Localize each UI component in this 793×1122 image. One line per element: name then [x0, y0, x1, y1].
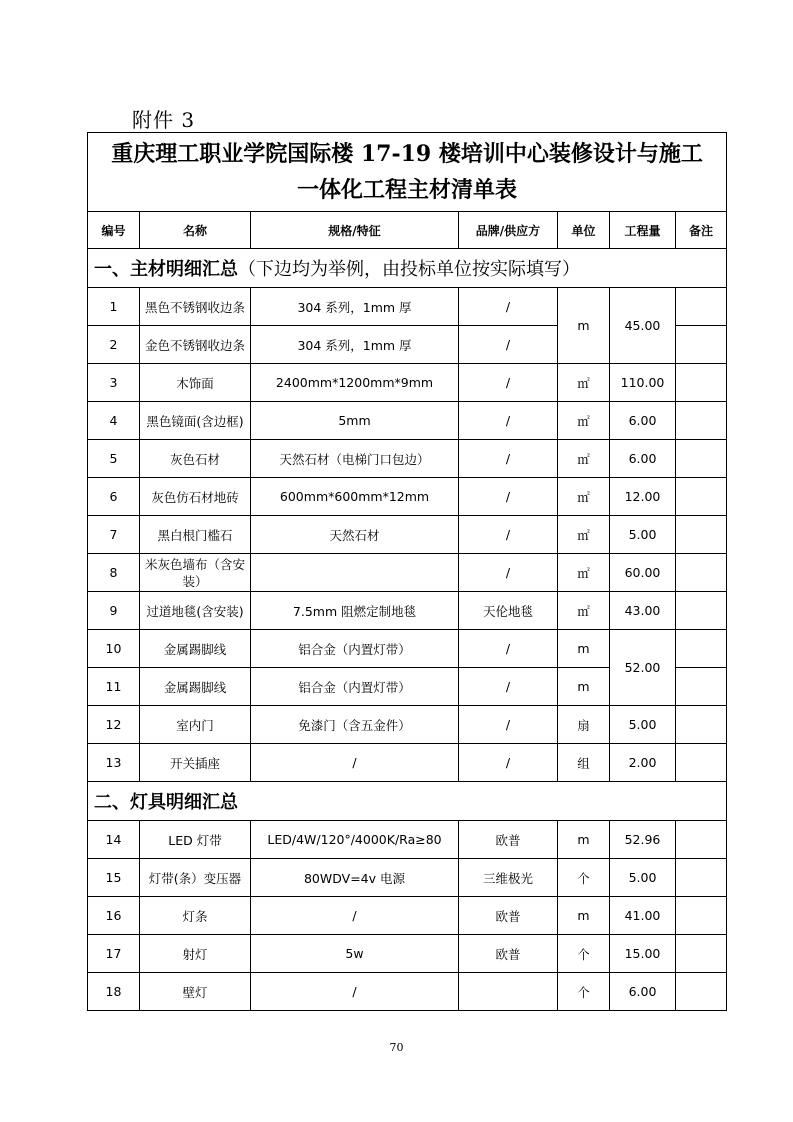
- cell-qty: 45.00: [610, 288, 676, 364]
- cell-brand: /: [459, 706, 558, 744]
- cell-unit: ㎡: [558, 478, 610, 516]
- cell-spec: 铝合金（内置灯带）: [251, 630, 459, 668]
- table-row: [88, 402, 727, 440]
- cell-name: 室内门: [140, 706, 251, 744]
- cell-name: 黑色不锈钢收边条: [140, 288, 251, 326]
- cell-unit: ㎡: [558, 516, 610, 554]
- cell-brand: 天伦地毯: [459, 592, 558, 630]
- cell-remark: [676, 668, 727, 706]
- cell-no: 14: [88, 821, 140, 859]
- cell-unit: m: [558, 668, 610, 706]
- cell-remark: [676, 516, 727, 554]
- header-name: 名称: [140, 212, 251, 249]
- page-number: 70: [389, 1041, 404, 1054]
- cell-remark: [676, 706, 727, 744]
- cell-no: 18: [88, 973, 140, 1011]
- cell-spec: 304 系列，1mm 厚: [251, 326, 459, 364]
- header-qty: 工程量: [610, 212, 676, 249]
- table-title: [88, 133, 727, 212]
- table-row: [88, 630, 727, 668]
- cell-no: 9: [88, 592, 140, 630]
- cell-no: 10: [88, 630, 140, 668]
- cell-remark: [676, 744, 727, 782]
- cell-unit: 扇: [558, 706, 610, 744]
- cell-remark: [676, 326, 727, 364]
- cell-name: 黑白根门槛石: [140, 516, 251, 554]
- cell-unit: m: [558, 288, 610, 364]
- header-row: [88, 212, 727, 249]
- header-remark: 备注: [676, 212, 727, 249]
- cell-name: 灰色石材: [140, 440, 251, 478]
- cell-brand: /: [459, 668, 558, 706]
- table-row: [88, 897, 727, 935]
- cell-no: 8: [88, 554, 140, 592]
- cell-spec: 7.5mm 阻燃定制地毯: [251, 592, 459, 630]
- cell-spec: /: [251, 897, 459, 935]
- cell-name: 灰色仿石材地砖: [140, 478, 251, 516]
- cell-qty: 12.00: [610, 478, 676, 516]
- table-row: [88, 440, 727, 478]
- cell-brand: /: [459, 630, 558, 668]
- cell-remark: [676, 402, 727, 440]
- cell-spec: 5mm: [251, 402, 459, 440]
- cell-remark: [676, 973, 727, 1011]
- cell-unit: ㎡: [558, 402, 610, 440]
- cell-brand: /: [459, 364, 558, 402]
- cell-name: 射灯: [140, 935, 251, 973]
- cell-unit: ㎡: [558, 364, 610, 402]
- section-1-title: 一、主材明细汇总: [94, 259, 238, 280]
- cell-unit: 个: [558, 859, 610, 897]
- header-brand: 品牌/供应方: [459, 212, 558, 249]
- cell-spec: 80WDV=4v 电源: [251, 859, 459, 897]
- cell-no: 16: [88, 897, 140, 935]
- table-row: [88, 364, 727, 402]
- table-row: [88, 821, 727, 859]
- cell-qty: 60.00: [610, 554, 676, 592]
- cell-brand: /: [459, 554, 558, 592]
- cell-qty: 6.00: [610, 440, 676, 478]
- cell-name: 金色不锈钢收边条: [140, 326, 251, 364]
- table-row: [88, 554, 727, 592]
- cell-spec: 600mm*600mm*12mm: [251, 478, 459, 516]
- cell-brand: 欧普: [459, 935, 558, 973]
- header-spec: 规格/特征: [251, 212, 459, 249]
- materials-table: [87, 132, 727, 1011]
- cell-spec: 2400mm*1200mm*9mm: [251, 364, 459, 402]
- cell-no: 6: [88, 478, 140, 516]
- cell-spec: 天然石材: [251, 516, 459, 554]
- cell-name: 金属踢脚线: [140, 630, 251, 668]
- table-row: [88, 516, 727, 554]
- cell-brand: 欧普: [459, 897, 558, 935]
- cell-spec: /: [251, 744, 459, 782]
- cell-remark: [676, 592, 727, 630]
- cell-spec: 天然石材（电梯门口包边）: [251, 440, 459, 478]
- cell-remark: [676, 364, 727, 402]
- cell-name: LED 灯带: [140, 821, 251, 859]
- title-line-2: 一体化工程主材清单表: [297, 177, 518, 203]
- cell-no: 12: [88, 706, 140, 744]
- cell-qty: 5.00: [610, 859, 676, 897]
- section-1-heading: [88, 249, 727, 288]
- cell-remark: [676, 554, 727, 592]
- cell-qty: 52.96: [610, 821, 676, 859]
- cell-brand: /: [459, 326, 558, 364]
- table-row: [88, 478, 727, 516]
- cell-name: 金属踢脚线: [140, 668, 251, 706]
- cell-qty: 41.00: [610, 897, 676, 935]
- cell-unit: m: [558, 897, 610, 935]
- cell-spec: 铝合金（内置灯带）: [251, 668, 459, 706]
- section-2-title: 二、灯具明细汇总: [94, 792, 238, 813]
- cell-unit: ㎡: [558, 592, 610, 630]
- cell-unit: m: [558, 630, 610, 668]
- cell-qty: 2.00: [610, 744, 676, 782]
- table-row: [88, 859, 727, 897]
- cell-no: 5: [88, 440, 140, 478]
- cell-unit: m: [558, 821, 610, 859]
- cell-brand: [459, 973, 558, 1011]
- table-row: [88, 592, 727, 630]
- cell-brand: /: [459, 288, 558, 326]
- cell-qty: 43.00: [610, 592, 676, 630]
- cell-brand: /: [459, 478, 558, 516]
- cell-name: 黑色镜面(含边框): [140, 402, 251, 440]
- cell-name: 灯带(条）变压器: [140, 859, 251, 897]
- table-row: [88, 288, 727, 326]
- cell-remark: [676, 630, 727, 668]
- cell-name: 木饰面: [140, 364, 251, 402]
- cell-no: 15: [88, 859, 140, 897]
- cell-no: 7: [88, 516, 140, 554]
- cell-qty: 6.00: [610, 402, 676, 440]
- cell-remark: [676, 478, 727, 516]
- cell-remark: [676, 440, 727, 478]
- cell-unit: ㎡: [558, 440, 610, 478]
- cell-brand: /: [459, 402, 558, 440]
- cell-unit: ㎡: [558, 554, 610, 592]
- header-unit: 单位: [558, 212, 610, 249]
- section-row-1: [88, 249, 727, 288]
- title-line-1: 重庆理工职业学院国际楼 17-19 楼培训中心装修设计与施工: [111, 141, 703, 167]
- cell-no: 17: [88, 935, 140, 973]
- cell-no: 1: [88, 288, 140, 326]
- cell-spec: 5w: [251, 935, 459, 973]
- cell-name: 过道地毯(含安装): [140, 592, 251, 630]
- cell-brand: 欧普: [459, 821, 558, 859]
- cell-qty: 5.00: [610, 516, 676, 554]
- cell-unit: 个: [558, 935, 610, 973]
- cell-spec: 免漆门（含五金件）: [251, 706, 459, 744]
- cell-brand: 三维极光: [459, 859, 558, 897]
- header-no: 编号: [88, 212, 140, 249]
- table-row: [88, 744, 727, 782]
- cell-remark: [676, 821, 727, 859]
- cell-remark: [676, 859, 727, 897]
- attachment-label: 附件 3: [132, 108, 196, 132]
- table-row: [88, 973, 727, 1011]
- cell-no: 2: [88, 326, 140, 364]
- cell-remark: [676, 935, 727, 973]
- cell-name: 壁灯: [140, 973, 251, 1011]
- cell-qty: 15.00: [610, 935, 676, 973]
- section-2-heading: [88, 782, 727, 821]
- section-row-2: [88, 782, 727, 821]
- cell-no: 4: [88, 402, 140, 440]
- cell-no: 3: [88, 364, 140, 402]
- cell-no: 13: [88, 744, 140, 782]
- cell-qty: 5.00: [610, 706, 676, 744]
- cell-unit: 组: [558, 744, 610, 782]
- table-row: [88, 935, 727, 973]
- cell-name: 米灰色墙布（含安装）: [140, 554, 251, 592]
- cell-no: 11: [88, 668, 140, 706]
- cell-brand: /: [459, 744, 558, 782]
- cell-brand: /: [459, 440, 558, 478]
- section-1-note: （下边均为举例，由投标单位按实际填写）: [238, 259, 580, 280]
- cell-remark: [676, 897, 727, 935]
- cell-name: 开关插座: [140, 744, 251, 782]
- cell-qty: 6.00: [610, 973, 676, 1011]
- cell-brand: /: [459, 516, 558, 554]
- cell-spec: /: [251, 973, 459, 1011]
- table-row: [88, 706, 727, 744]
- cell-name: 灯条: [140, 897, 251, 935]
- cell-spec: LED/4W/120°/4000K/Ra≥80: [251, 821, 459, 859]
- cell-spec: [251, 554, 459, 592]
- cell-spec: 304 系列，1mm 厚: [251, 288, 459, 326]
- cell-remark: [676, 288, 727, 326]
- cell-qty: 52.00: [610, 630, 676, 706]
- cell-qty: 110.00: [610, 364, 676, 402]
- cell-unit: 个: [558, 973, 610, 1011]
